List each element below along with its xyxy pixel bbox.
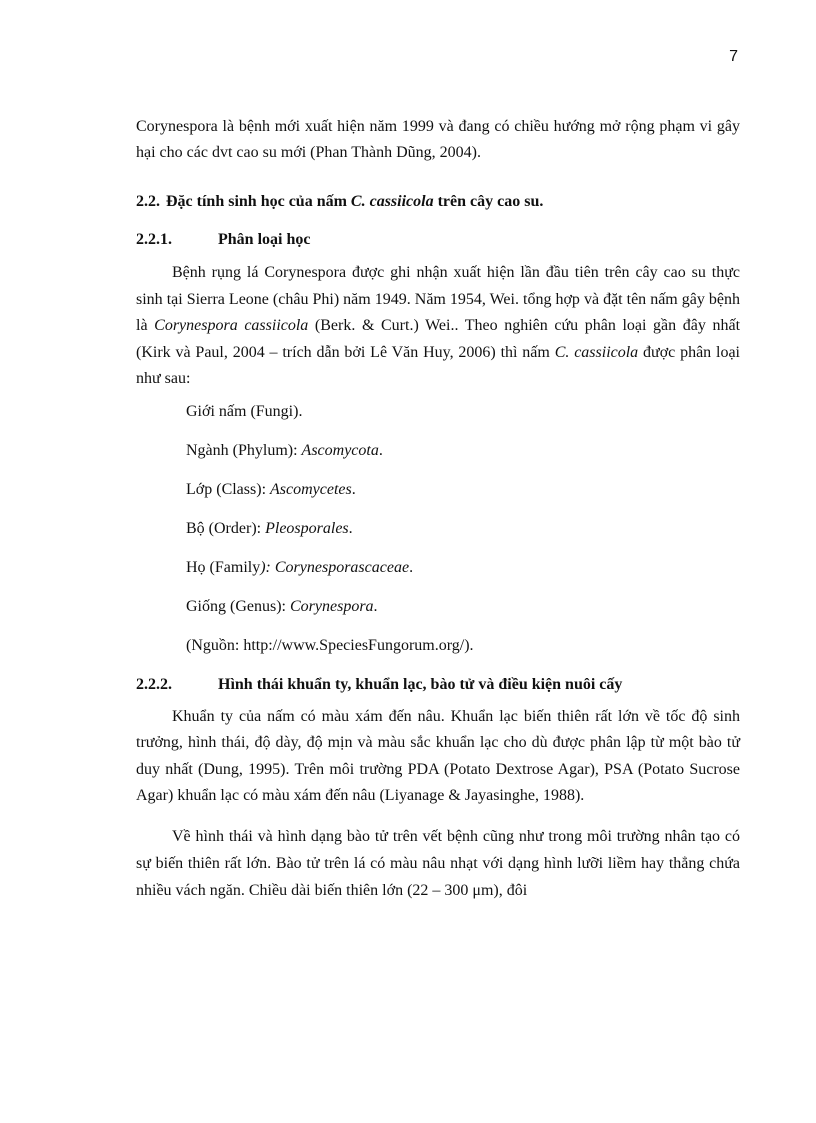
list-item: Giống (Genus): Corynespora.	[186, 597, 378, 615]
list-item: Lớp (Class): Ascomycetes.	[186, 480, 356, 498]
para-species-short: C. cassiicola	[554, 343, 639, 361]
list-item: Giới nấm (Fungi).	[186, 402, 303, 420]
para-text-1: Bệnh rụng lá Corynespora được ghi nhận xuất hiện lần đầu tiên trên cây cao su thực sinh tại Sierra Leone (châu Phi) năm 1949. Năm 1954, Wei. tổng hợp và đặt tên nấm gây bệnh là	[136, 264, 740, 334]
classification-list	[186, 401, 740, 657]
page-number: 7	[729, 48, 738, 65]
list-item: Họ (Family): Corynesporascaceae.	[186, 558, 414, 576]
intro-paragraph: Corynespora là bệnh mới xuất hiện năm 1999 và đang có chiều hướng mở rộng phạm vi gây hại cho các dvt cao su mới (Phan Thành Dũng, 2004).	[136, 118, 740, 161]
section-2-2-number: 2.2.	[136, 193, 160, 210]
section-2-2-2-title: Hình thái khuẩn ty, khuẩn lạc, bào tử và điều kiện nuôi cấy	[218, 675, 623, 693]
document-body	[136, 114, 740, 904]
source-citation: (Nguồn: http://www.SpeciesFungorum.org/).	[186, 636, 474, 654]
section-2-2-2-heading	[136, 674, 740, 696]
para-species-name: Corynespora cassiicola	[154, 317, 309, 334]
section-2-2-title-part2: trên cây cao su.	[433, 193, 544, 210]
section-2-2-1-number: 2.2.1.	[136, 231, 172, 248]
section-2-2-1-title: Phân loại học	[218, 231, 311, 248]
list-item: Ngành (Phylum): Ascomycota.	[186, 441, 383, 459]
para-text-3: được phân loại như sau:	[136, 343, 741, 387]
morphology-paragraph-1: Khuẩn ty của nấm có màu xám đến nâu. Khuẩn lạc biến thiên rất lớn về tốc độ sinh trưởng, hình thái, độ dày, độ mịn và màu sắc khuẩn lạc cho dù được phân lập từ một bào tử duy nhất (Dung, 1995). Trên môi trường PDA (Potato Dextrose Agar), PSA (Potato Sucrose Agar) khuẩn lạc có màu xám đến nâu (Liyanage & Jayasinghe, 1988).	[136, 707, 740, 804]
classification-intro-paragraph	[136, 260, 740, 393]
morphology-paragraph-2: Về hình thái và hình dạng bào tử trên vết bệnh cũng như trong môi trường nhân tạo có sự biến thiên rất lớn. Bào tử trên lá có màu nâu nhạt với dạng hình lưỡi liềm hay thẳng chứa nhiều vách ngăn. Chiều dài biến thiên lớn (22 – 300 μm), đôi	[136, 827, 740, 899]
list-item: Bộ (Order): Pleosporales.	[186, 519, 353, 537]
section-2-2-heading	[136, 191, 740, 213]
section-2-2-1-heading	[136, 229, 740, 251]
para-text-2: (Berk. & Curt.) Wei.. Theo nghiên cứu phân loại gần đây nhất (Kirk và Paul, 2004 – trích dẫn bởi Lê Văn Huy, 2006) thì nấm	[136, 317, 741, 361]
section-2-2-title-species: C. cassiicola	[350, 193, 434, 210]
section-2-2-2-number: 2.2.2.	[136, 675, 172, 693]
section-2-2-title-part1: Đặc tính sinh học của nấm	[166, 193, 351, 210]
